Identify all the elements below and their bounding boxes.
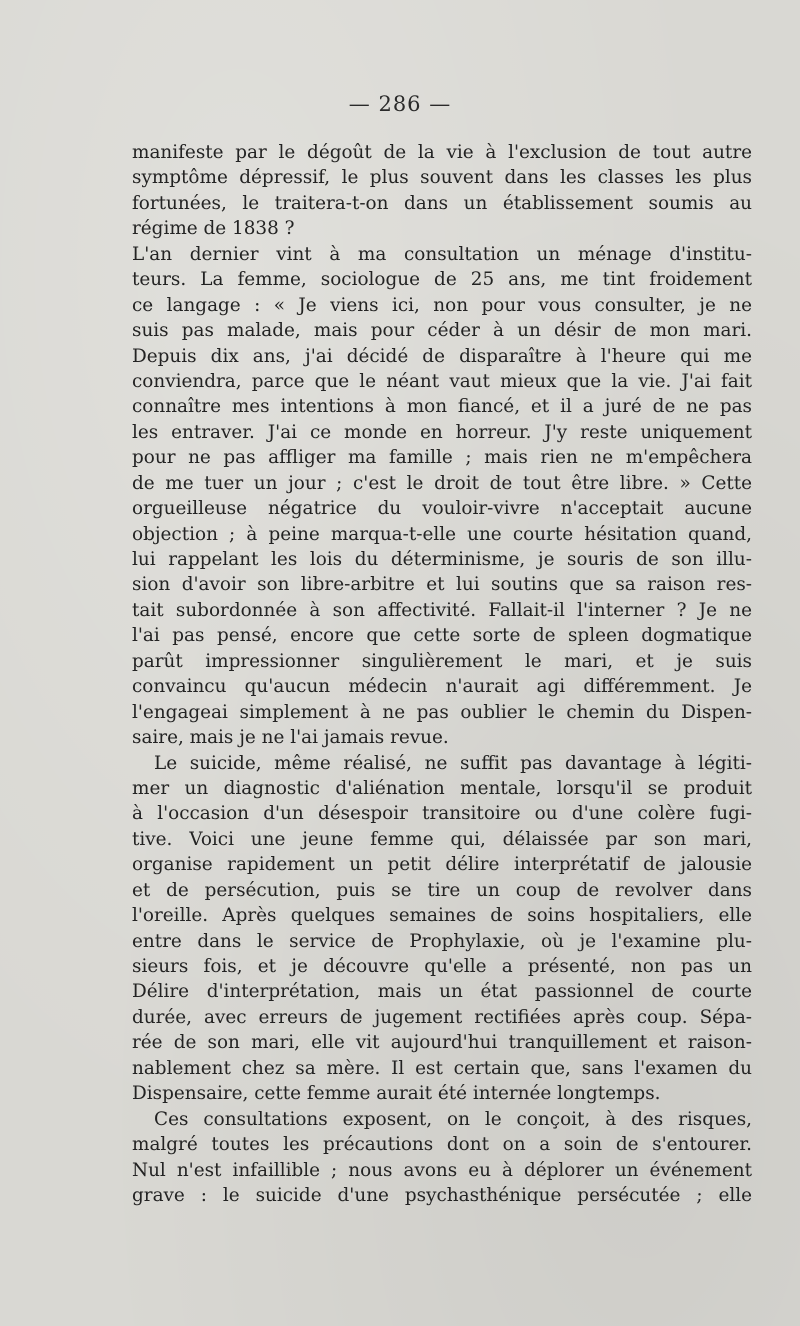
text-line: régime de 1838 ? — [132, 218, 295, 240]
text-line: mer un diagnostic d'aliénation mentale, lorsqu'il se produit — [132, 777, 752, 799]
text-line: l'oreille. Après quelques semaines de soins hospitaliers, elle — [132, 905, 752, 927]
text-line: ce langage : « Je viens ici, non pour vous consulter, je ne — [132, 294, 752, 316]
text-line: Depuis dix ans, j'ai décidé de disparaître à l'heure qui me — [132, 345, 752, 367]
text-line: de me tuer un jour ; c'est le droit de tout être libre. » Cette — [132, 472, 752, 494]
page-number: — 286 — — [348, 92, 452, 116]
text-line: Ces consultations exposent, on le conçoit, à des risques, — [154, 1108, 752, 1130]
text-line: saire, mais je ne l'ai jamais revue. — [132, 727, 449, 749]
text-line: tive. Voici une jeune femme qui, délaissée par son mari, — [132, 828, 752, 850]
text-line: Délire d'interprétation, mais un état passionnel de courte — [132, 981, 752, 1003]
text-line: convaincu qu'aucun médecin n'aurait agi différemment. Je — [132, 676, 752, 698]
text-line: pour ne pas affliger ma famille ; mais rien ne m'empêchera — [132, 447, 752, 469]
text-line: Dispensaire, cette femme aurait été internée longtemps. — [132, 1083, 661, 1105]
text-line: organise rapidement un petit délire interprétatif de jalousie — [132, 854, 752, 876]
text-line: parût impressionner singulièrement le mari, et je suis — [132, 650, 752, 672]
text-line: malgré toutes les précautions dont on a soin de s'entourer. — [132, 1134, 752, 1156]
text-line: connaître mes intentions à mon fiancé, et il a juré de ne pas — [132, 396, 752, 418]
text-line: conviendra, parce que le néant vaut mieux que la vie. J'ai fait — [132, 370, 752, 392]
text-line: manifeste par le dégoût de la vie à l'exclusion de tout autre — [132, 142, 752, 163]
text-line: tait subordonnée à son affectivité. Fallait-il l'interner ? Je ne — [132, 599, 752, 621]
text-line: symptôme dépressif, le plus souvent dans les classes les plus — [132, 167, 752, 189]
text-line: entre dans le service de Prophylaxie, où je l'examine plu- — [132, 930, 752, 952]
text-line: durée, avec erreurs de jugement rectifiées après coup. Sépa- — [132, 1006, 752, 1028]
text-line: l'engageai simplement à ne pas oublier le chemin du Dispen- — [132, 701, 752, 723]
text-line: fortunées, le traitera-t-on dans un établissement soumis au — [132, 192, 752, 214]
text-line: et de persécution, puis se tire un coup de revolver dans — [132, 879, 752, 901]
text-line: Nul n'est infaillible ; nous avons eu à déplorer un événement — [132, 1159, 752, 1181]
text-line: suis pas malade, mais pour céder à un désir de mon mari. — [132, 320, 752, 342]
text-line: objection ; à peine marqua-t-elle une courte hésitation quand, — [132, 523, 752, 545]
text-line: Le suicide, même réalisé, ne suffit pas davantage à légiti- — [154, 752, 752, 774]
text-line: sieurs fois, et je découvre qu'elle a présenté, non pas un — [132, 956, 752, 977]
text-line: L'an dernier vint à ma consultation un ménage d'institu- — [132, 243, 752, 265]
text-line: les entraver. J'ai ce monde en horreur. J'y reste uniquement — [132, 421, 752, 443]
text-line: lui rappelant les lois du déterminisme, je souris de son illu- — [132, 549, 752, 570]
text-line: sion d'avoir son libre-arbitre et lui soutins que sa raison res- — [132, 574, 752, 596]
text-line: l'ai pas pensé, encore que cette sorte de spleen dogmatique — [132, 625, 752, 647]
body-text — [132, 140, 752, 1208]
text-line: teurs. La femme, sociologue de 25 ans, me tint froidement — [132, 269, 752, 291]
text-line: rée de son mari, elle vit aujourd'hui tranquillement et raison- — [132, 1032, 752, 1054]
text-line: à l'occasion d'un désespoir transitoire ou d'une colère fugi- — [132, 803, 752, 825]
text-line: nablement chez sa mère. Il est certain que, sans l'examen du — [132, 1057, 752, 1079]
text-line: grave : le suicide d'une psychasthénique persécutée ; elle — [132, 1184, 752, 1206]
text-line: orgueilleuse négatrice du vouloir-vivre n'acceptait aucune — [132, 498, 752, 520]
